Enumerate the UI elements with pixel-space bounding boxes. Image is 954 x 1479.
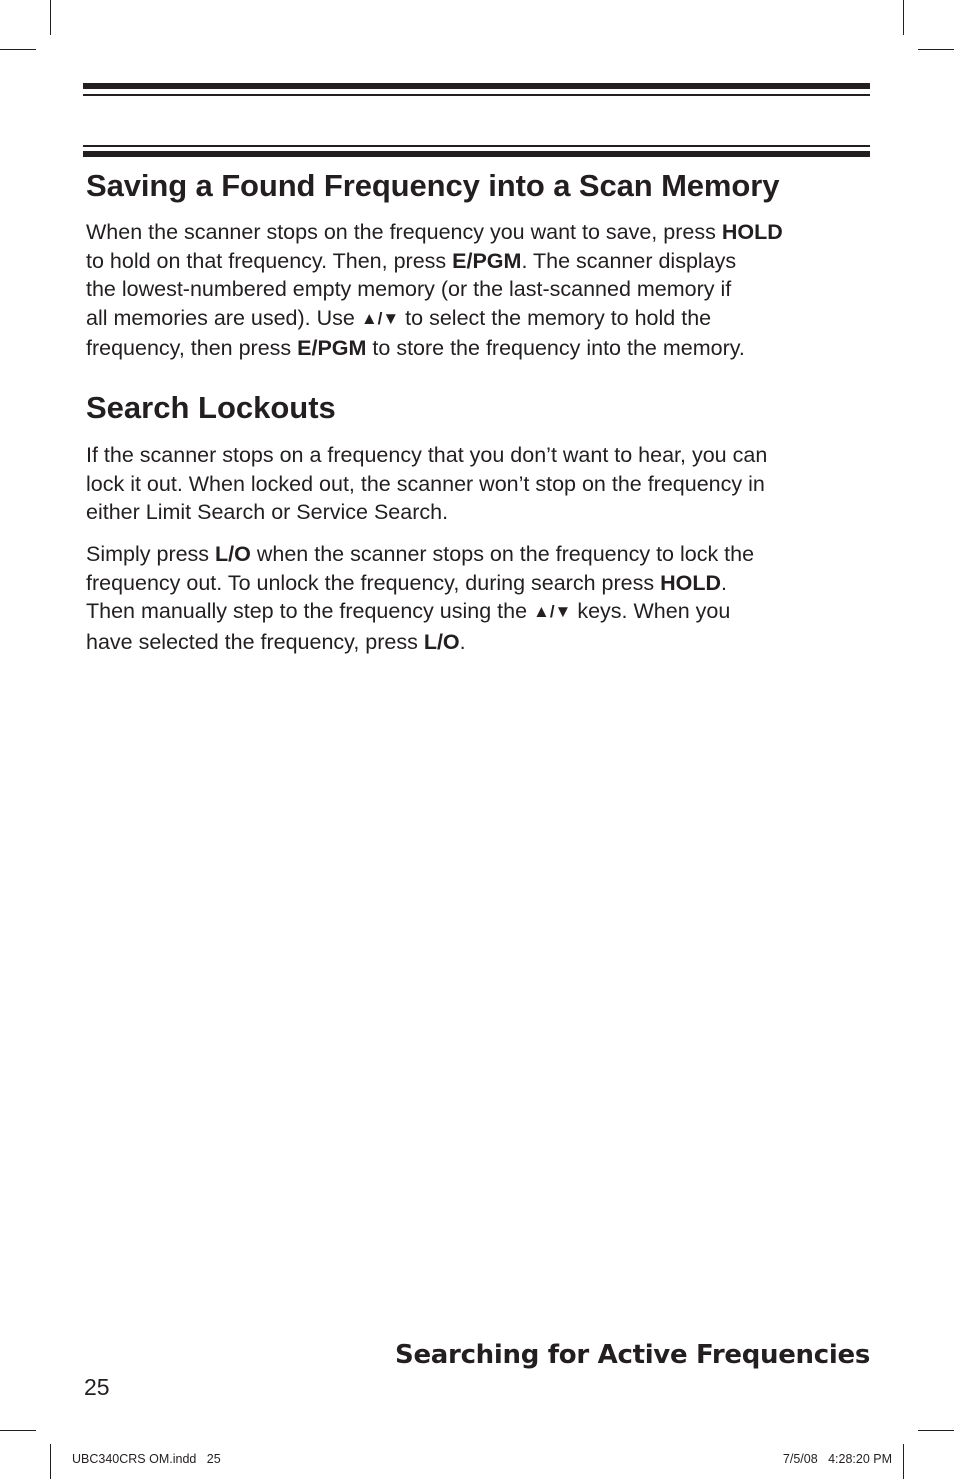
saving-paragraph <box>86 218 876 363</box>
text-line: frequency out. To unlock the frequency, during search press HOLD. <box>86 570 727 595</box>
crop-mark <box>50 0 51 35</box>
crop-mark <box>903 0 904 35</box>
text-line: the lowest-numbered empty memory (or the last-scanned memory if <box>86 277 732 302</box>
section-rule-thin <box>83 145 870 147</box>
up-down-arrow-icon: ▲/▼ <box>533 602 572 622</box>
text-line: Then manually step to the frequency using the ▲/▼ keys. When you <box>86 599 731 624</box>
text-line: If the scanner stops on a frequency that you don’t want to hear, you can <box>86 443 768 467</box>
text-line: have selected the frequency, press L/O. <box>86 629 466 654</box>
section-rule-thick <box>83 151 870 157</box>
page-number: 25 <box>84 1374 110 1400</box>
print-slug-file: UBC340CRS OM.indd 25 <box>72 1452 221 1466</box>
section-heading-saving: Saving a Found Frequency into a Scan Memory <box>86 168 780 203</box>
text-line: to hold on that frequency. Then, press E/PGM. The scanner displays <box>86 248 737 273</box>
text-line: either Limit Search or Service Search. <box>86 500 449 525</box>
section-heading-lockouts: Search Lockouts <box>86 390 336 425</box>
text-line: frequency, then press E/PGM to store the frequency into the memory. <box>86 336 745 361</box>
hold-key: HOLD <box>721 220 783 244</box>
crop-mark <box>0 1430 36 1431</box>
epgm-key: E/PGM <box>452 248 522 273</box>
lockouts-paragraph-1 <box>86 441 876 527</box>
text-line: all memories are used). Use ▲/▼ to select the memory to hold the <box>86 305 712 330</box>
header-rule-thin <box>83 94 870 96</box>
text-line: lock it out. When locked out, the scanner won’t stop on the frequency in <box>86 471 765 496</box>
crop-mark <box>918 1430 954 1431</box>
chapter-title: Searching for Active Frequencies <box>395 1340 870 1370</box>
hold-key: HOLD <box>660 570 721 595</box>
lo-key: L/O <box>215 542 251 566</box>
text-line: When the scanner stops on the frequency you want to save, press HOLD <box>86 220 783 244</box>
crop-mark <box>0 49 36 50</box>
header-rule-thick <box>83 83 870 89</box>
text-line: Simply press L/O when the scanner stops on the frequency to lock the <box>86 542 755 566</box>
lockouts-paragraph-2 <box>86 540 876 656</box>
crop-mark <box>903 1444 904 1479</box>
epgm-key: E/PGM <box>297 336 367 361</box>
lo-key: L/O <box>423 629 460 654</box>
up-down-arrow-icon: ▲/▼ <box>360 308 400 328</box>
crop-mark <box>50 1444 51 1479</box>
print-slug-date: 7/5/08 4:28:20 PM <box>782 1452 892 1466</box>
crop-mark <box>918 49 954 50</box>
